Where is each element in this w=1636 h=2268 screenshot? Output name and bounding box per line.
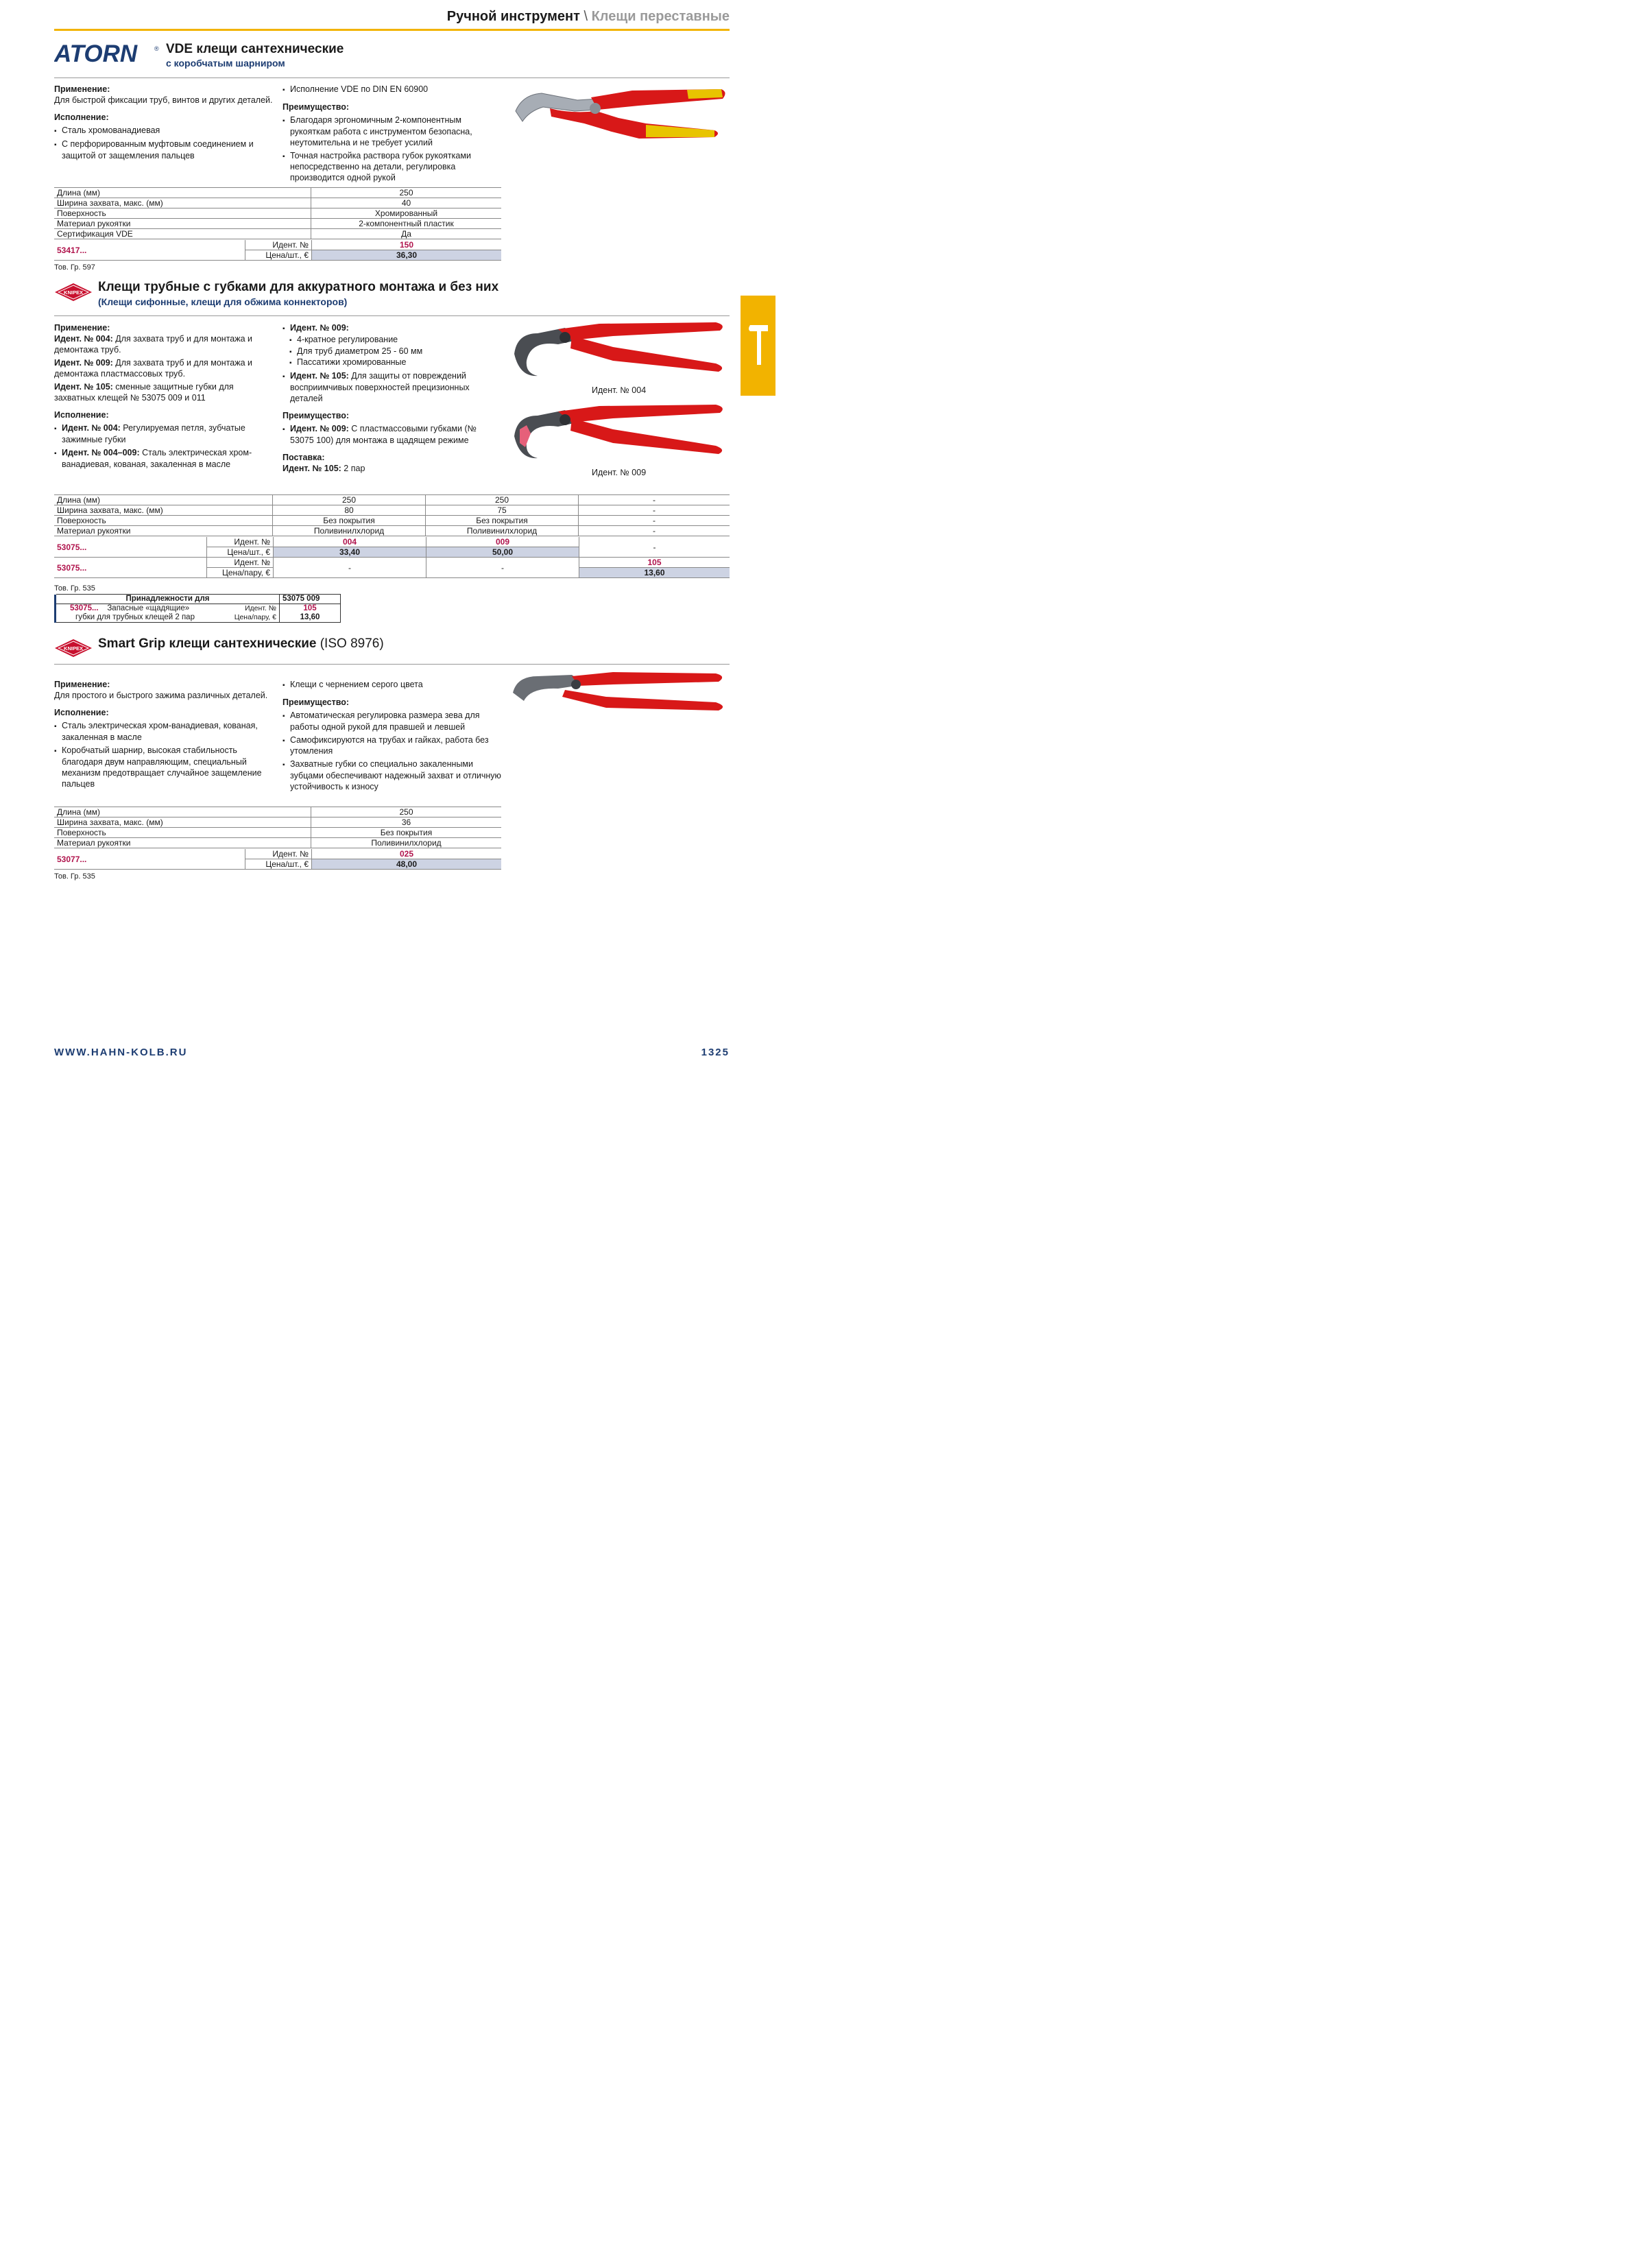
s2-app-item: Идент. № 009: Для захвата труб и для монтажа и демонтажа пластмассовых труб.: [54, 358, 253, 379]
s3-adv-label: Преимущество:: [282, 697, 350, 707]
spec-value: Да: [311, 229, 502, 239]
s1-adv-item: ▪ Точная настройка раствора губок рукоятками непосредственно на детали, регулировка производится одной рукой: [282, 150, 502, 184]
header-subcategory: Клещи переставные: [591, 9, 730, 24]
table-row: [54, 604, 341, 614]
s3-rule: [54, 664, 730, 665]
table-row: [54, 229, 501, 239]
s1-tov: Тов. Гр. 597: [54, 263, 95, 272]
s2-app-label: Применение:: [54, 323, 110, 333]
table-row: [54, 188, 501, 198]
s3-app-label: Применение:: [54, 680, 110, 689]
s3-app-text: Для простого и быстрого зажима различных деталей.: [54, 691, 268, 700]
spec-value: Без покрытия: [311, 828, 502, 838]
s3-right-text: [282, 679, 502, 792]
header-rule: [54, 29, 730, 31]
s2-sup-item: Идент. № 105: 2 пар: [282, 463, 365, 473]
acc-desc-line2: губки для трубных клещей 2 пар: [56, 613, 214, 623]
spec-value: 250: [311, 188, 502, 198]
s1-exec-item: ▪ С перфорированным муфтовым соединением и защитой от защемления пальцев: [54, 139, 274, 161]
acc-price: 13,60: [280, 613, 341, 623]
accessories-table: [54, 594, 341, 623]
acc-head-val: 53075 009: [280, 595, 341, 604]
spec-value: 40: [311, 198, 502, 208]
price-label: Цена/пару, €: [207, 568, 274, 578]
spec-label: Длина (мм): [54, 807, 311, 817]
spec-label: Ширина захвата, макс. (мм): [54, 198, 311, 208]
s2-left-text: [54, 322, 272, 470]
spec-label: Поверхность: [54, 828, 311, 838]
s3-title: Smart Grip клещи сантехнические (ISO 8976): [98, 636, 384, 651]
s2-tov: Тов. Гр. 535: [54, 584, 95, 593]
spec-value: -: [579, 505, 730, 516]
spec-value: 250: [426, 495, 579, 505]
s2-spec-table: [54, 494, 730, 536]
price-label: Цена/шт., €: [245, 250, 312, 261]
s3-exec-label: Исполнение:: [54, 708, 109, 717]
article-number: 53075...: [54, 558, 207, 578]
table-row: [54, 219, 501, 229]
s3-left-text: [54, 679, 274, 789]
hammer-icon: [741, 296, 775, 396]
price-value: 33,40: [274, 547, 426, 558]
s2-subtitle: (Клещи сифонные, клещи для обжима коннекторов): [98, 296, 348, 307]
spec-value: 36: [311, 817, 502, 828]
ident-value: 009: [426, 537, 579, 547]
header-category: Ручной инструмент: [446, 9, 580, 24]
s1-right-item: ▪ Исполнение VDE по DIN EN 60900: [282, 84, 502, 95]
acc-ident: 105: [280, 604, 341, 614]
s3-right-item: ▪ Клещи с чернением серого цвета: [282, 679, 502, 691]
s3-exec-item: ▪ Сталь электрическая хром-ванадиевая, кованая, закаленная в масле: [54, 720, 274, 743]
spec-label: Материал рукоятки: [54, 219, 311, 229]
ident-value: 025: [312, 849, 502, 859]
s2-r-sub: ▪ Для труб диаметром 25 - 60 мм: [289, 346, 502, 357]
s3-exec-item: ▪ Коробчатый шарнир, высокая стабильность благодаря двум направляющим, специальный механизм предотвращает случайное защемление пальцев: [54, 745, 274, 789]
acc-desc-line1: 53075... Запасные «щадящие»: [70, 604, 190, 612]
s2-order-table: [54, 537, 730, 578]
spec-value: -: [579, 516, 730, 526]
ident-value: 004: [274, 537, 426, 547]
price-value: 36,30: [312, 250, 502, 261]
spec-value: Без покрытия: [273, 516, 426, 526]
article-number: 53075...: [54, 537, 207, 558]
spec-label: Поверхность: [54, 208, 311, 219]
s1-app-label: Применение:: [54, 84, 110, 94]
table-row: [54, 537, 730, 547]
s2-r-105: ▪ Идент. № 105: Для защиты от повреждений восприимчивых поверхностей прецизионных деталей: [282, 370, 502, 404]
price-label: Цена/шт., €: [245, 859, 312, 870]
s2-r-sub: ▪ 4-кратное регулирование: [289, 334, 502, 346]
s3-adv-item: ▪ Самофиксируются на трубах и гайках, работа без утомления: [282, 735, 502, 757]
side-tab: [741, 296, 775, 396]
table-row: [54, 198, 501, 208]
s2-rule: [54, 315, 730, 316]
s2-caption-004: Идент. № 004: [592, 385, 647, 395]
table-row: [54, 208, 501, 219]
s3-product-image: [510, 669, 730, 713]
spec-value: Поливинилхлорид: [273, 526, 426, 536]
s1-app-text: Для быстрой фиксации труб, винтов и других деталей.: [54, 95, 273, 105]
spec-value: Поливинилхлорид: [426, 526, 579, 536]
table-row: [54, 240, 501, 250]
s3-tov: Тов. Гр. 535: [54, 872, 95, 881]
header-separator: \: [584, 9, 588, 24]
acc-head: Принадлежности для: [56, 595, 280, 604]
spec-label: Ширина захвата, макс. (мм): [54, 505, 273, 516]
s1-adv-label: Преимущество:: [282, 102, 350, 112]
knipex-logo-text: KNIPEX: [64, 645, 83, 652]
ident-label: Идент. №: [207, 537, 274, 547]
s1-title: VDE клещи сантехнические: [166, 42, 344, 56]
atorn-logo: [54, 41, 161, 64]
footer-url[interactable]: WWW.HAHN-KOLB.RU: [54, 1047, 188, 1058]
spec-value: 250: [311, 807, 502, 817]
knipex-logo-text: KNIPEX: [64, 289, 83, 296]
s2-r-sub: ▪ Пассатижи хромированные: [289, 357, 502, 368]
spec-value: -: [579, 495, 730, 505]
spec-value: 75: [426, 505, 579, 516]
spec-value: Поливинилхлорид: [311, 838, 502, 848]
spec-value: 80: [273, 505, 426, 516]
spec-label: Ширина захвата, макс. (мм): [54, 817, 311, 828]
s3-adv-item: ▪ Захватные губки со специально закаленными зубцами обеспечивают надежный захват и отличную устойчивость к износу: [282, 759, 502, 792]
s1-left-text: [54, 84, 274, 161]
empty-cell: -: [274, 558, 426, 578]
page-number: 1325: [701, 1047, 730, 1058]
table-row: [54, 495, 730, 505]
s1-order-table: [54, 240, 501, 261]
s2-exec-item: ▪ Идент. № 004: Регулируемая петля, зубчатые зажимные губки: [54, 422, 272, 445]
ident-label: Идент. №: [245, 240, 312, 250]
s3-adv-item: ▪ Автоматическая регулировка размера зева для работы одной рукой для правшей и левшей: [282, 710, 502, 732]
price-value: 50,00: [426, 547, 579, 558]
article-number: 53077...: [54, 849, 245, 870]
s1-adv-item: ▪ Благодаря эргономичным 2-компонентным рукояткам работа с инструментом безопасна, неутомительна и не требует усилий: [282, 115, 502, 148]
s1-exec-item: ▪ Сталь хромованадиевая: [54, 125, 274, 136]
s3-spec-table: [54, 807, 501, 848]
s2-app-item: Идент. № 004: Для захвата труб и для монтажа и демонтажа труб.: [54, 334, 253, 355]
table-row: [54, 817, 501, 828]
s2-title: Клещи трубные с губками для аккуратного монтажа и без них: [98, 280, 499, 294]
empty-cell: -: [579, 537, 730, 558]
s2-exec-item: ▪ Идент. № 004–009: Сталь электрическая хром-ванадиевая, кованая, закаленная в масле: [54, 447, 272, 470]
s1-exec-label: Исполнение:: [54, 112, 109, 122]
spec-value: 2-компонентный пластик: [311, 219, 502, 229]
spec-label: Поверхность: [54, 516, 273, 526]
table-row: [54, 849, 501, 859]
table-row: [54, 516, 730, 526]
s1-right-text: [282, 84, 502, 183]
s2-adv-item: ▪ Идент. № 009: С пластмассовыми губками (№ 53075 100) для монтажа в щадящем режиме: [282, 423, 502, 446]
s2-sup-label: Поставка:: [282, 452, 325, 462]
s2-product-image-004: [510, 320, 730, 381]
table-row: [54, 828, 501, 838]
price-value: 13,60: [579, 568, 730, 578]
price-value: 48,00: [312, 859, 502, 870]
s3-order-table: [54, 849, 501, 870]
s1-spec-table: [54, 187, 501, 239]
s1-subtitle: с коробчатым шарниром: [166, 58, 285, 69]
page-header: [447, 8, 730, 26]
table-row: [54, 526, 730, 536]
s2-app-item: Идент. № 105: сменные защитные губки для захватных клещей № 53075 009 и 011: [54, 382, 234, 403]
spec-label: Сертификация VDE: [54, 229, 311, 239]
knipex-logo: [54, 283, 93, 302]
table-row: [54, 807, 501, 817]
spec-value: 250: [273, 495, 426, 505]
ident-value: 150: [312, 240, 502, 250]
spec-value: -: [579, 526, 730, 536]
table-row: [54, 838, 501, 848]
table-row: [54, 613, 341, 623]
empty-cell: -: [426, 558, 579, 578]
spec-label: Длина (мм): [54, 495, 273, 505]
ident-label: Идент. №: [207, 558, 274, 568]
spec-value: Хромированный: [311, 208, 502, 219]
spec-label: Длина (мм): [54, 188, 311, 198]
table-row: [54, 595, 341, 604]
ident-value: 105: [579, 558, 730, 568]
s2-r-head: ▪ Идент. № 009:: [282, 322, 502, 334]
s2-adv-label: Преимущество:: [282, 410, 350, 420]
spec-label: Материал рукоятки: [54, 526, 273, 536]
s2-exec-label: Исполнение:: [54, 410, 109, 420]
price-label: Цена/шт., €: [207, 547, 274, 558]
table-row: [54, 558, 730, 568]
spec-value: Без покрытия: [426, 516, 579, 526]
acc-price-label: Цена/пару, €: [214, 613, 280, 623]
knipex-logo: [54, 638, 93, 658]
table-row: [54, 505, 730, 516]
s1-rule: [54, 77, 730, 78]
article-number: 53417...: [54, 240, 245, 261]
s2-product-image-009: [510, 402, 730, 464]
spec-label: Материал рукоятки: [54, 838, 311, 848]
s1-product-image: [509, 84, 730, 140]
atorn-logo-text: ATORN: [54, 41, 138, 64]
s2-caption-009: Идент. № 009: [592, 468, 647, 477]
ident-label: Идент. №: [245, 849, 312, 859]
svg-text:®: ®: [154, 45, 159, 52]
acc-ident-label: Идент. №: [244, 604, 276, 612]
s2-right-text: [282, 322, 502, 474]
